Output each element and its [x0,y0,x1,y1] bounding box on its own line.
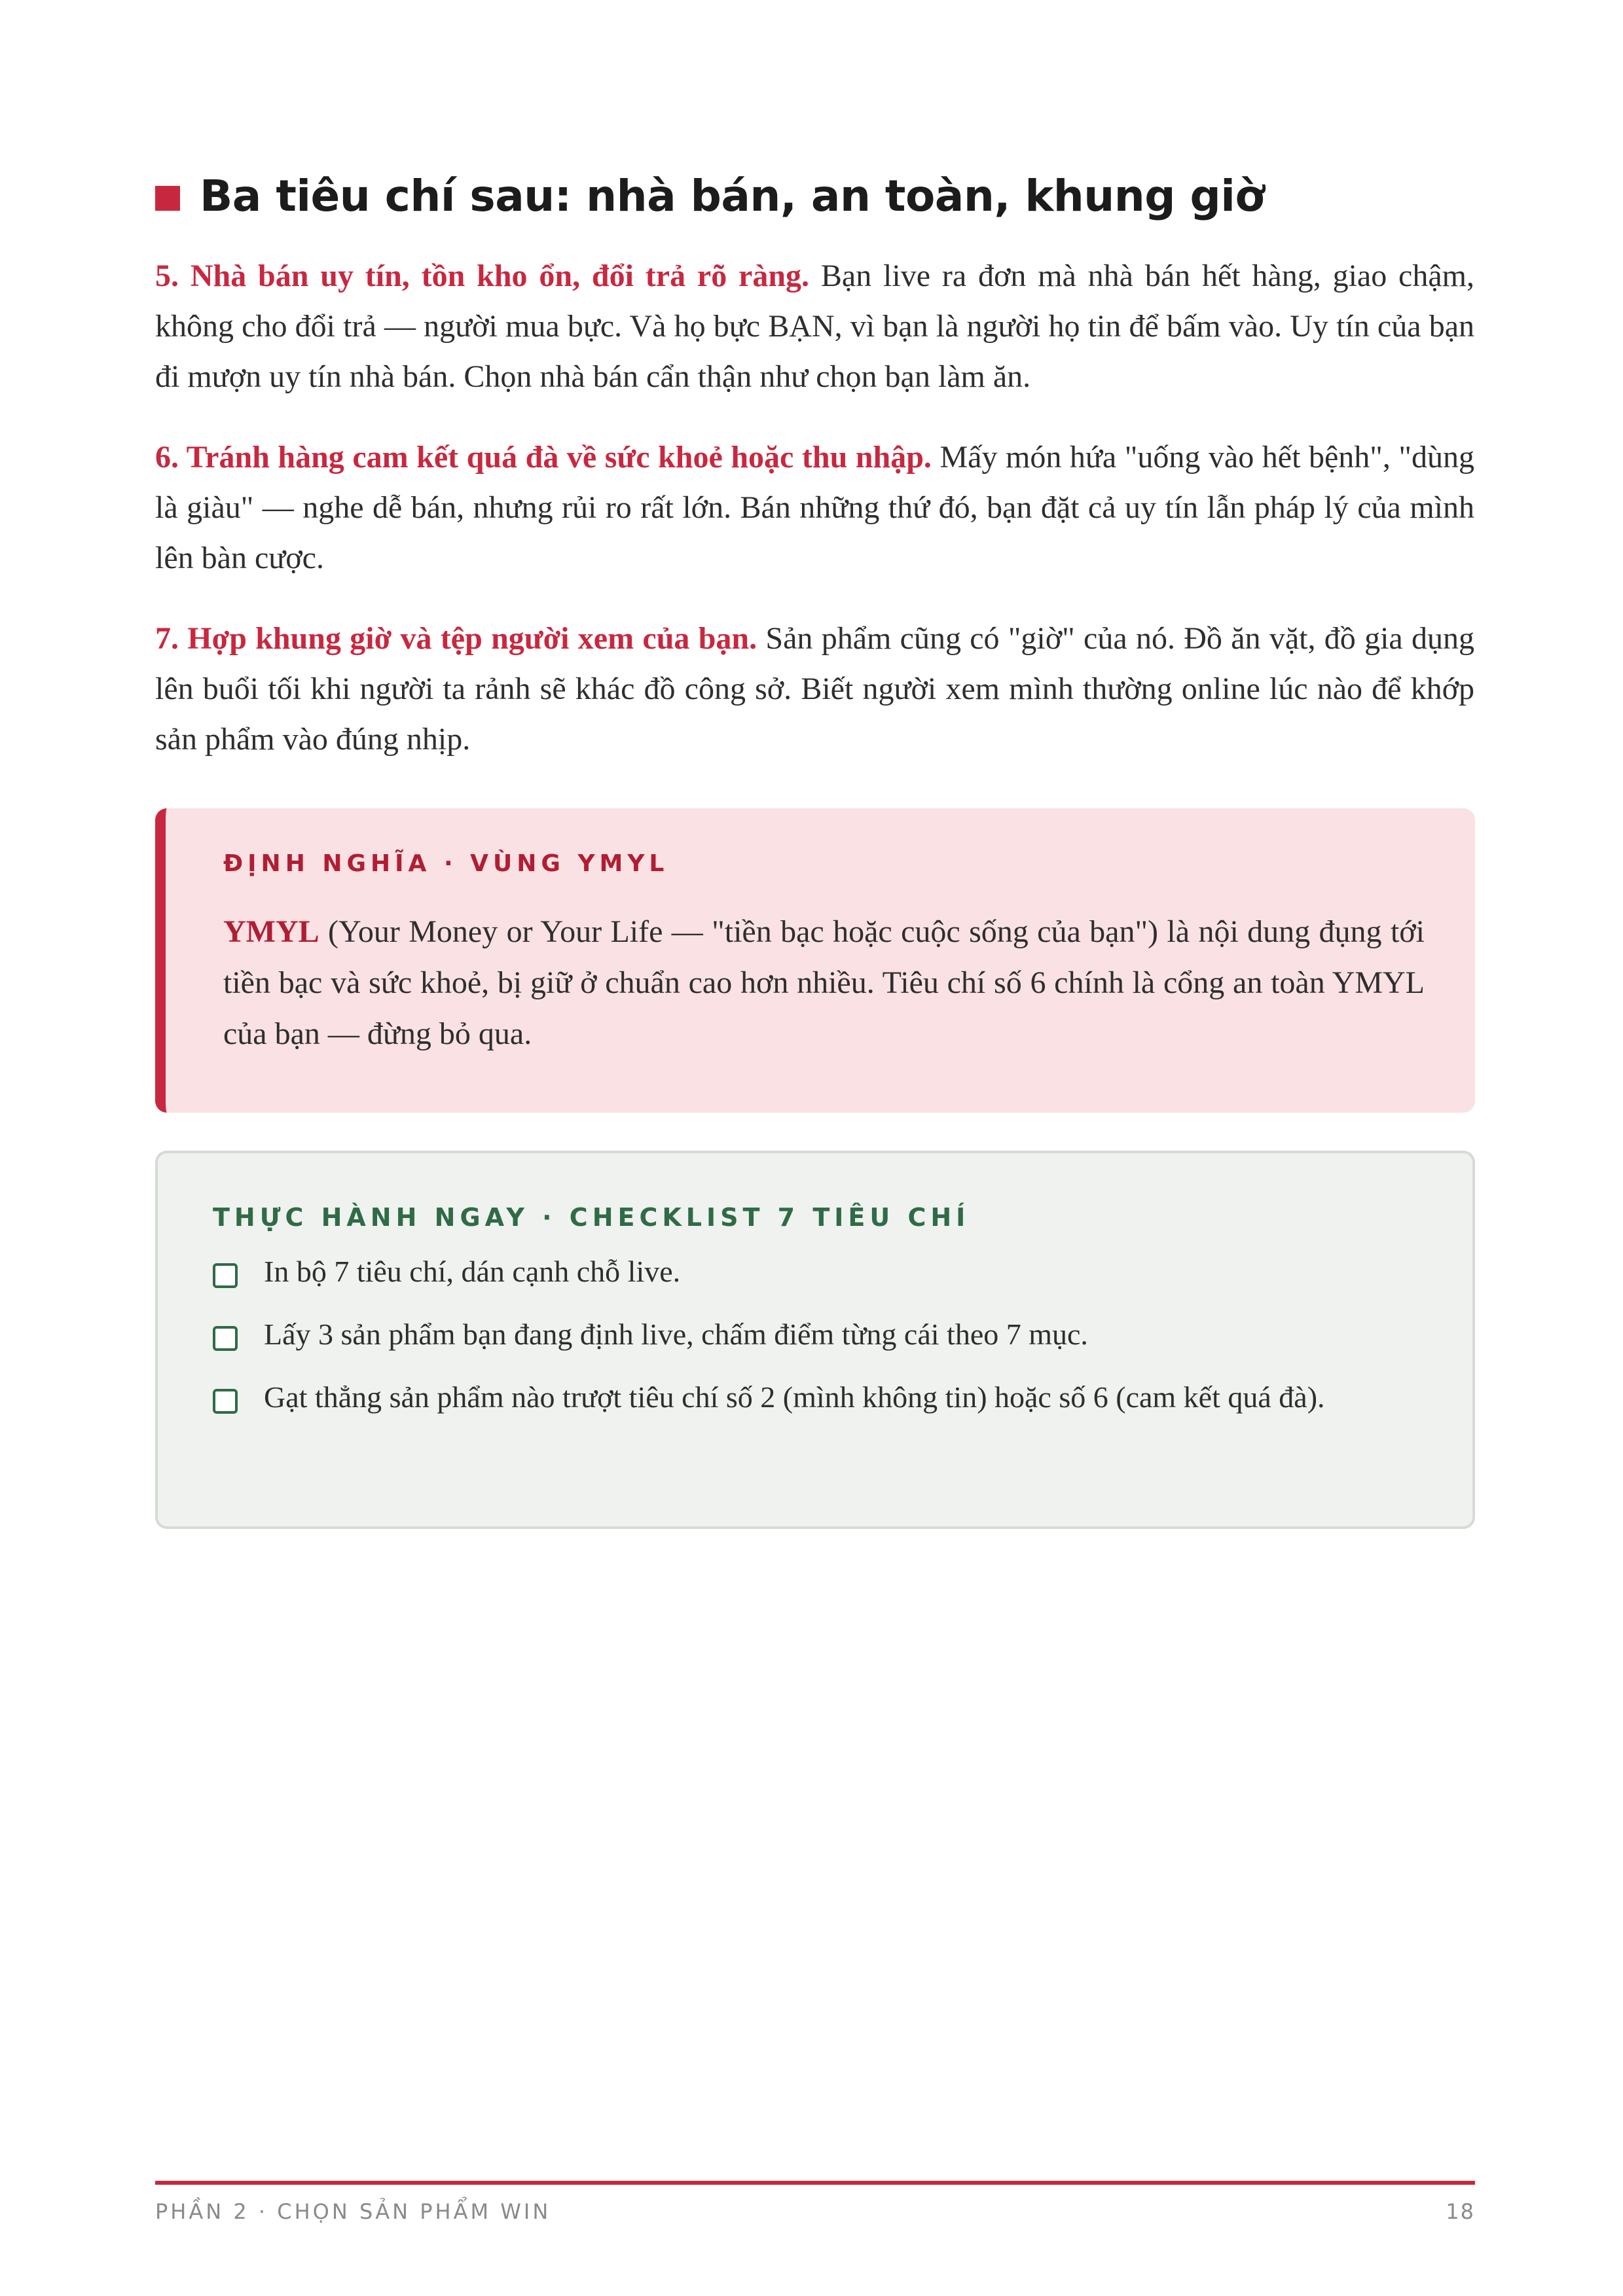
criterion-7-paragraph [155,613,1474,764]
checklist-item-label: In bộ 7 tiêu chí, dán cạnh chỗ live. [264,1255,681,1288]
criterion-5-body: Bạn live ra đơn mà nhà bán hết hàng, giao chậm, không cho đổi trả — người mua bực. Và họ bực BẠN, vì bạn là người họ tin để bấm vào. Uy tín của bạn đi mượn uy tín nhà bán. Chọn nhà bán cẩn thận như chọn bạn làm ăn. [155,259,1474,394]
practice-checklist-box [155,1151,1475,1529]
definition-body [223,906,1425,1060]
criterion-7-body: Sản phẩm cũng có "giờ" của nó. Đồ ăn vặt, đồ gia dụng lên buổi tối khi người ta rảnh sẽ khác đồ công sở. Biết người xem mình thường online lúc nào để khớp sản phẩm vào đúng nhịp. [155,621,1475,757]
footer-divider [155,2181,1475,2185]
checklist-item [213,1249,1444,1295]
checkbox-icon[interactable] [213,1389,238,1414]
definition-callout [155,808,1475,1113]
criterion-6-paragraph [155,432,1474,583]
checklist-item [213,1374,1444,1420]
checkbox-icon[interactable] [213,1326,238,1351]
criterion-5-paragraph [155,251,1474,402]
section-heading [155,164,1471,229]
heading-marker-square [155,186,180,211]
criterion-6-lead: 6. Tránh hàng cam kết quá đà về sức khoẻ hoặc thu nhập. [155,440,932,475]
definition-term: YMYL [223,914,319,949]
footer-chapter-label: PHẦN 2 · CHỌN SẢN PHẨM WIN [155,2199,551,2224]
definition-text: (Your Money or Your Life — "tiền bạc hoặc cuộc sống của bạn") là nội dung đụng tới tiền bạc và sức khoẻ, bị giữ ở chuẩn cao hơn nhiều. Tiêu chí số 6 chính là cổng an toàn YMYL của bạn — đừng bỏ qua. [223,914,1425,1051]
checklist-item-label: Gạt thẳng sản phẩm nào trượt tiêu chí số 2 (mình không tin) hoặc số 6 (cam kết quá đà). [264,1380,1325,1414]
checklist-item [213,1312,1444,1357]
criterion-7-lead: 7. Hợp khung giờ và tệp người xem của bạn. [155,621,757,656]
checklist-item-label: Lấy 3 sản phẩm bạn đang định live, chấm điểm từng cái theo 7 mục. [264,1318,1088,1351]
checklist [213,1249,1444,1437]
criterion-5-lead: 5. Nhà bán uy tín, tồn kho ổn, đổi trả rõ ràng. [155,259,810,293]
checkbox-icon[interactable] [213,1263,238,1288]
footer-page-number: 18 [1446,2199,1475,2224]
definition-title: ĐỊNH NGHĨA · VÙNG YMYL [223,850,669,877]
practice-title: THỰC HÀNH NGAY · CHECKLIST 7 TIÊU CHÍ [213,1203,970,1232]
criterion-6-body: Mấy món hứa "uống vào hết bệnh", "dùng là giàu" — nghe dễ bán, nhưng rủi ro rất lớn. Bán những thứ đó, bạn đặt cả uy tín lẫn pháp lý của mình lên bàn cược. [155,440,1475,575]
section-title: Ba tiêu chí sau: nhà bán, an toàn, khung giờ [200,171,1265,221]
